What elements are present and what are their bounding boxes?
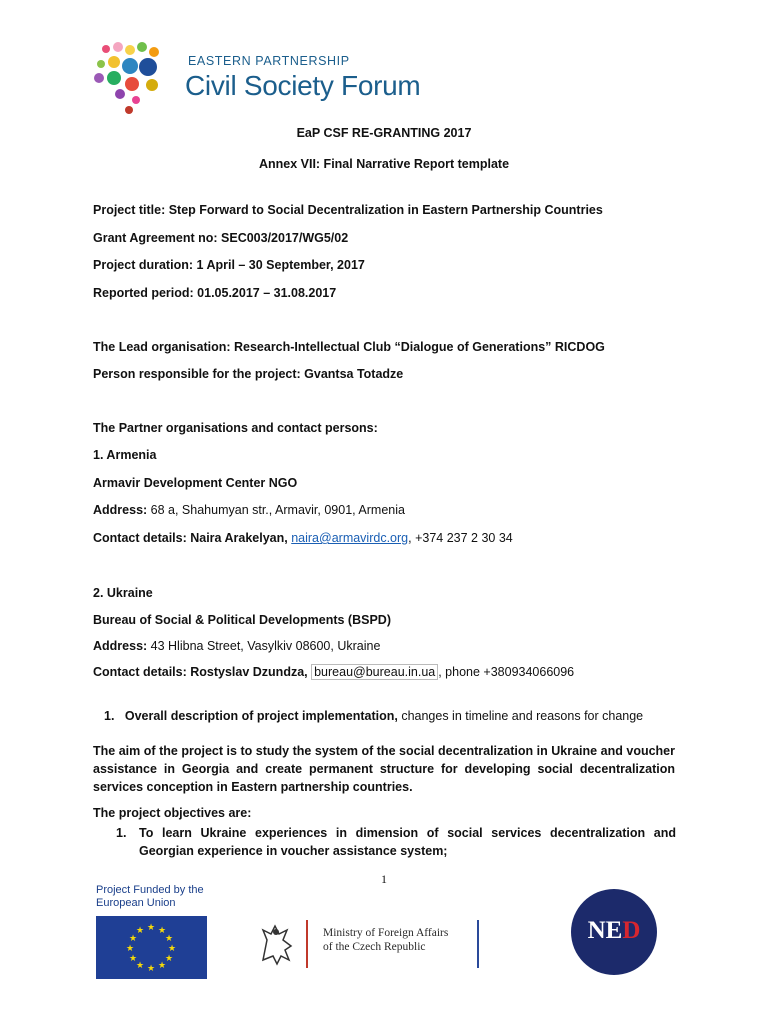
list-item-number: 1. — [116, 826, 127, 840]
partner1-contact — [93, 531, 513, 545]
svg-text:★: ★ — [146, 964, 156, 974]
svg-text:★: ★ — [135, 961, 145, 971]
page-number: 1 — [381, 872, 387, 886]
aim-paragraph: The aim of the project is to study the system of the social decentralization in Ukraine and voucher assistance in Georgia and create permanent structure for developing social decentralization services conception in Eastern partnership countries. — [93, 744, 675, 794]
contact-label: Contact details: Naira Arakelyan, — [93, 531, 292, 545]
czech-red-divider — [306, 920, 308, 968]
partner1-country: 1. Armenia — [93, 448, 157, 462]
partner2-contact — [93, 665, 574, 679]
svg-text:★: ★ — [125, 944, 135, 954]
svg-text:★: ★ — [167, 944, 177, 954]
svg-text:★: ★ — [128, 934, 138, 944]
partner2-email: bureau@bureau.in.ua — [311, 664, 438, 680]
project-duration: Project duration: 1 April – 30 September, 2017 — [93, 258, 365, 272]
section-title-normal: changes in timeline and reasons for change — [401, 709, 644, 723]
partner2-address — [93, 639, 380, 653]
objectives-heading: The project objectives are: — [93, 806, 252, 820]
responsible-person: Person responsible for the project: Gvantsa Totadze — [93, 367, 404, 381]
svg-text:★: ★ — [128, 954, 138, 964]
list-item — [116, 824, 676, 860]
address-label: Address: — [93, 503, 151, 517]
logo-line2: Civil Society Forum — [185, 70, 421, 101]
grant-agreement: Grant Agreement no: SEC003/2017/WG5/02 — [93, 231, 349, 245]
partner1-address — [93, 503, 405, 517]
section-title-bold: Overall description of project implementation, — [124, 709, 402, 723]
lead-organisation: The Lead organisation: Research-Intellectual Club “Dialogue of Generations” RICDOG — [93, 340, 605, 354]
dots-logo-icon — [92, 40, 172, 120]
eu-funding-label — [96, 884, 204, 910]
eu-flag-icon — [96, 916, 207, 979]
list-item-text: To learn Ukraine experiences in dimension of social services decentralization and Georgian experience in voucher assistance system; — [139, 826, 676, 858]
partners-heading: The Partner organisations and contact persons: — [93, 421, 378, 435]
reported-period: Reported period: 01.05.2017 – 31.08.2017 — [93, 286, 337, 300]
contact-label: Contact details: Rostyslav Dzundza, — [93, 665, 312, 679]
eap-csf-logo — [92, 40, 422, 120]
ned-d: D — [622, 917, 641, 944]
address-value: 43 Hlibna Street, Vasylkiv 08600, Ukraine — [150, 639, 381, 653]
svg-text:★: ★ — [164, 954, 174, 964]
document-title: EaP CSF RE-GRANTING 2017 — [296, 126, 472, 140]
cz-line1: Ministry of Foreign Affairs — [323, 927, 449, 939]
cz-line2: of the Czech Republic — [323, 941, 426, 953]
eu-label-line1: Project Funded by the — [96, 884, 204, 896]
svg-text:★: ★ — [164, 934, 174, 944]
ned-logo — [571, 889, 657, 975]
svg-text:★: ★ — [146, 923, 156, 933]
logo-line1: EASTERN PARTNERSHIP — [188, 54, 350, 68]
ned-ne: NE — [587, 917, 623, 944]
czech-mfa-logo — [255, 920, 485, 970]
partner1-name: Armavir Development Center NGO — [93, 476, 298, 490]
partner2-name: Bureau of Social & Political Developments (BSPD) — [93, 613, 391, 627]
svg-text:★: ★ — [157, 926, 167, 936]
ned-logo-text — [571, 917, 657, 945]
partner1-email-link[interactable]: naira@armavirdc.org — [291, 531, 409, 545]
svg-text:★: ★ — [135, 926, 145, 936]
document-subtitle: Annex VII: Final Narrative Report template — [258, 157, 510, 171]
eu-label-line2: European Union — [96, 897, 176, 909]
address-value: 68 a, Shahumyan str., Armavir, 0901, Armenia — [150, 503, 405, 517]
project-title: Project title: Step Forward to Social Decentralization in Eastern Partnership Countries — [93, 203, 603, 217]
czech-mfa-text — [323, 926, 448, 954]
coat-of-arms-icon — [255, 920, 301, 968]
svg-text:★: ★ — [157, 961, 167, 971]
section-number: 1. — [104, 709, 115, 723]
czech-blue-divider — [477, 920, 479, 968]
section1-heading — [104, 709, 643, 723]
partner2-phone: , phone +380934066096 — [438, 665, 575, 679]
partner2-country: 2. Ukraine — [93, 586, 153, 600]
partner1-phone: , +374 237 2 30 34 — [408, 531, 513, 545]
address-label: Address: — [93, 639, 151, 653]
